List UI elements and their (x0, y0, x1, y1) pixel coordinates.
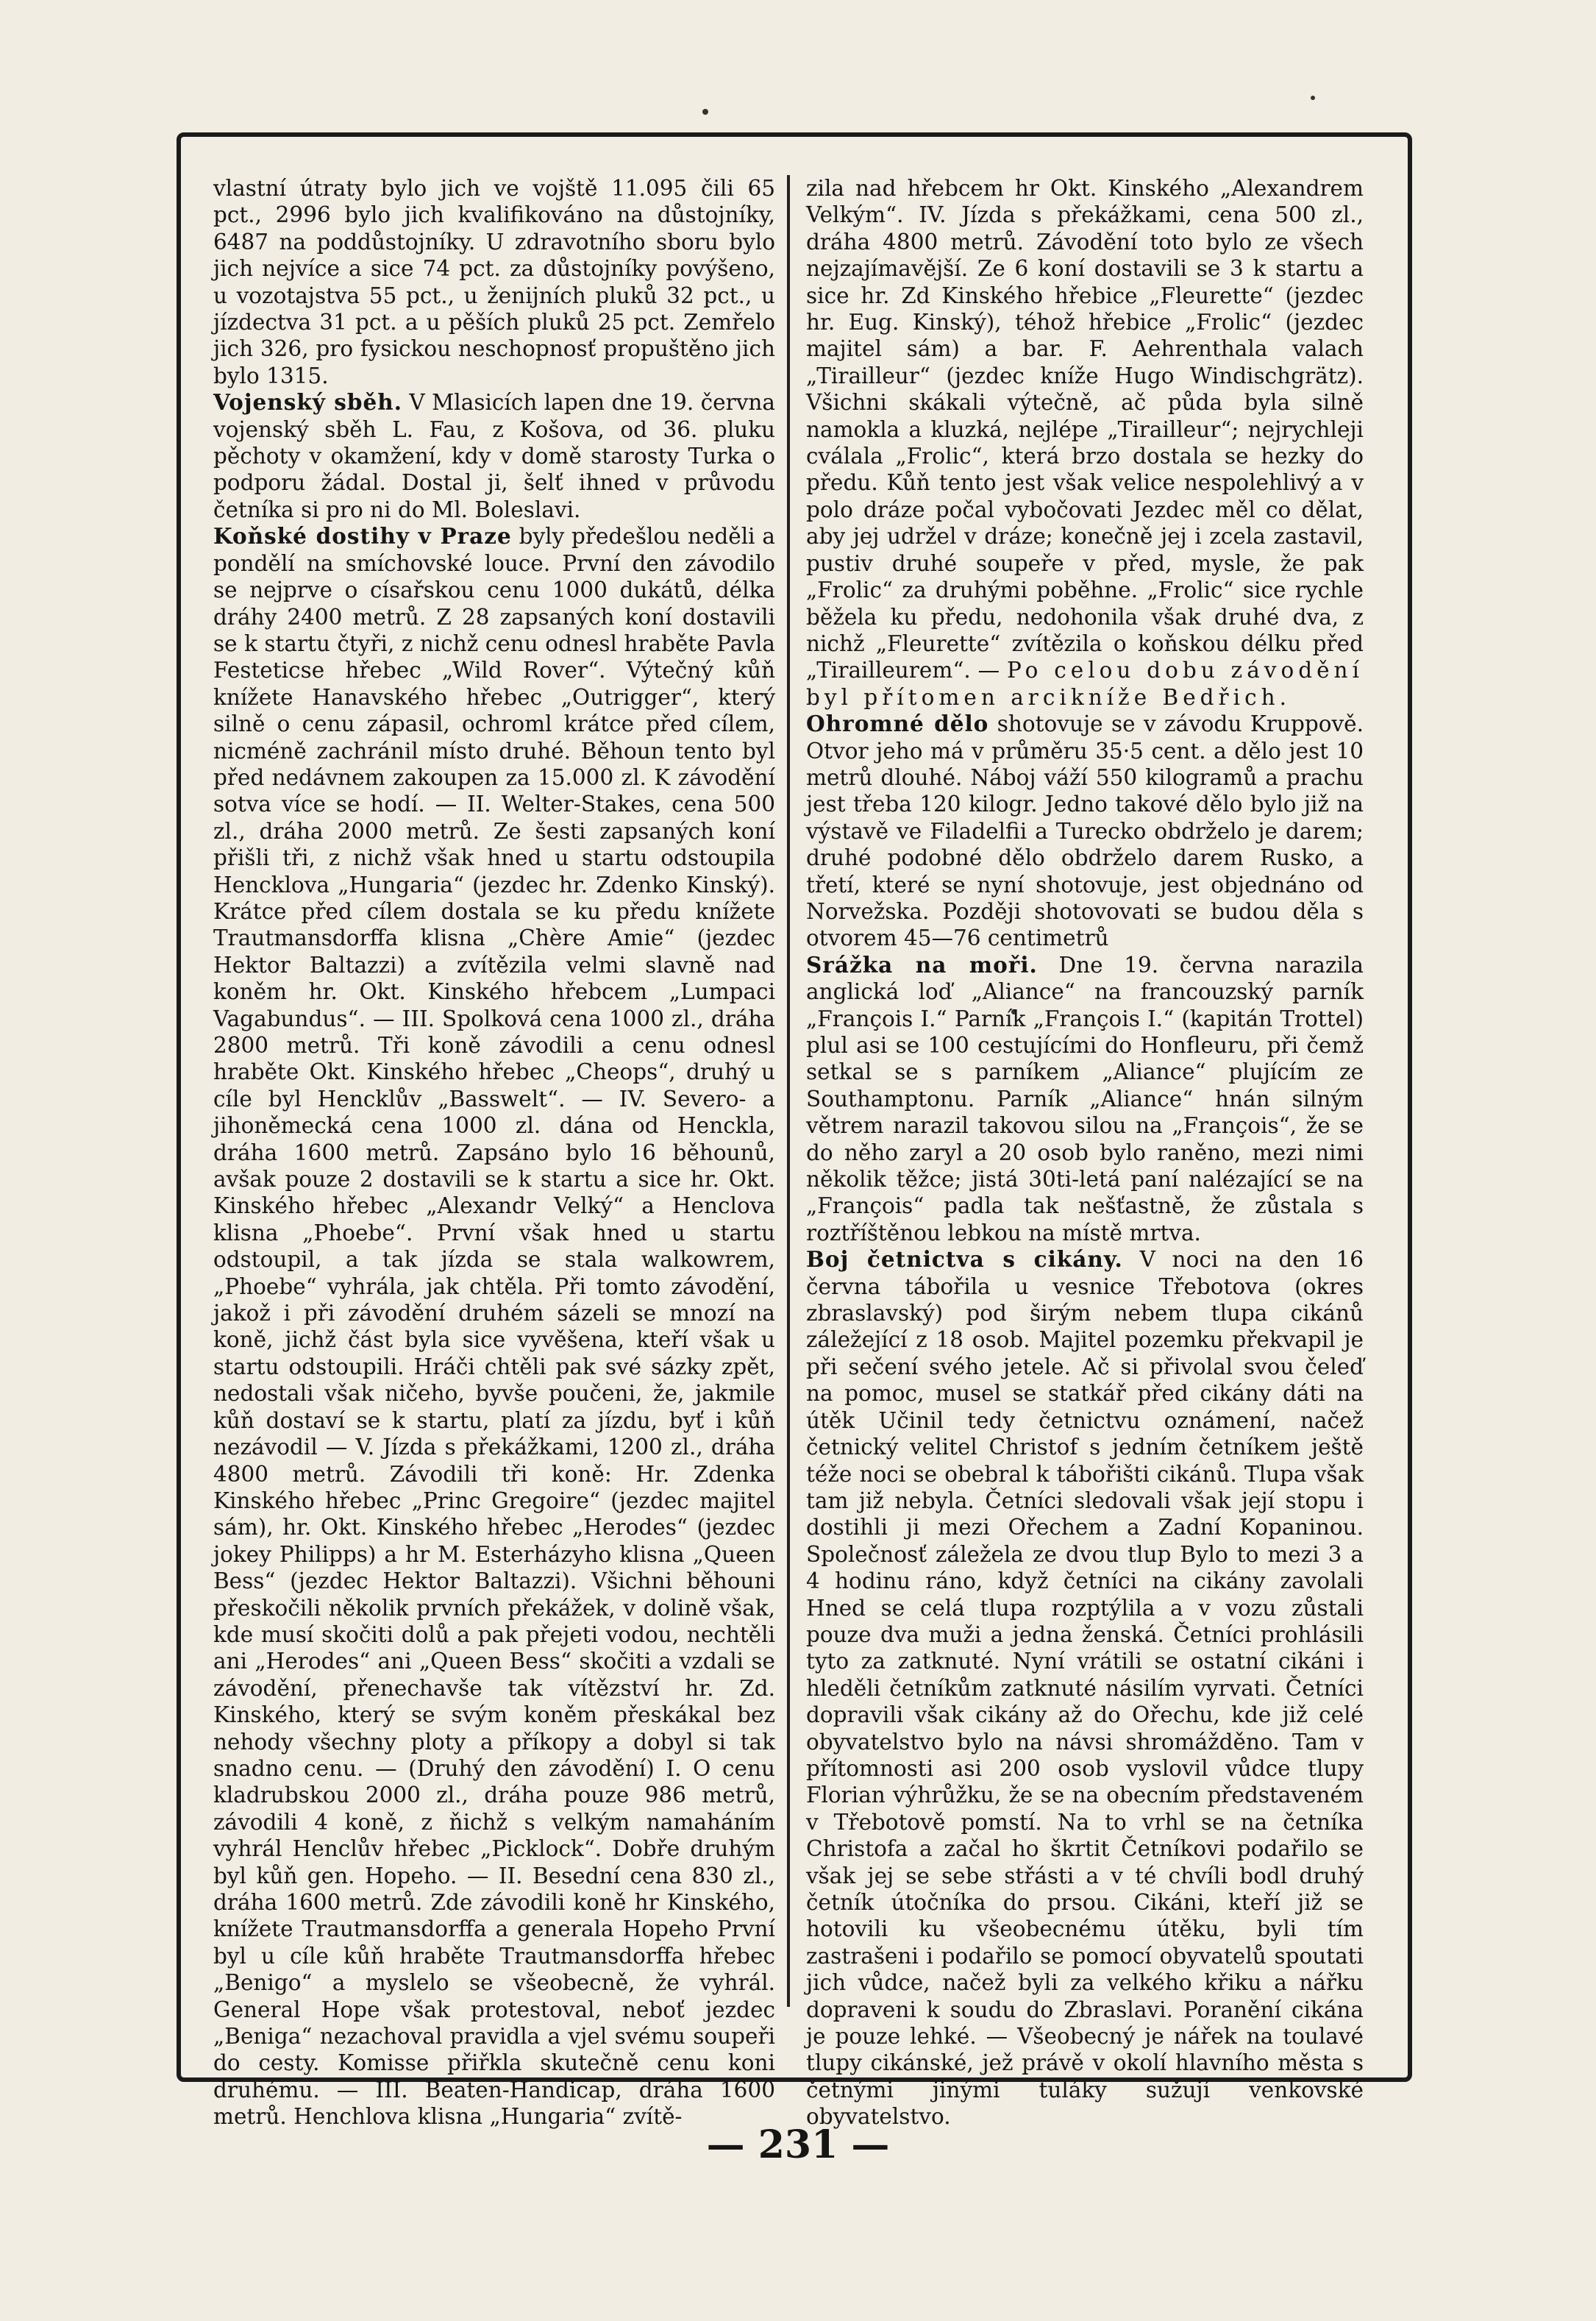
spaced-emphasis: Po celou dobu závodění byl přítomen arcikníže Bedřich. (806, 658, 1364, 710)
body-text: V Mlasicích lapen dne 19. června vojenský sběh L. Fau, z Košova, od 36. pluku pěchoty v okamžení, kdy v domě starosty Turka o podporu žádal. Dostal ji, šelť ihned v průvodu četníka si pro ni do Ml. Boleslavi. (213, 390, 775, 522)
body-text: shotovuje se v závodu Kruppově. Otvor jeho má v průměru 35·5 cent. a dělo jest 10 metrů dlouhé. Náboj váží 550 kilogramů a prachu jest třeba 120 kilogr. Jedno takové dělo bylo již na výstavě ve Filadelfii a Turecko obdrželo je darem; druhé podobné dělo obdrželo darem Rusko, a třetí, které se nyní shotovuje, jest objednáno od Norvežska. Později shotovovati se budou děla s otvorem 45—76 centimetrů (806, 711, 1364, 951)
right-column (790, 175, 1364, 2130)
headline-konske-dostihy: Koňské dostihy v Praze (213, 523, 512, 550)
continued-paragraph: vlastní útraty bylo jich ve vojště 11.095 čili 65 pct., 2996 bylo jich kvalifikováno na důstojníky, 6487 na poddůstojníky. U zdravotního sboru bylo jich nejvíce a sice 74 pct. za důstojníky povýšeno, u vozotajstva 55 pct., u ženijních pluků 32 pct., u jízdectva 31 pct. a u pěších pluků 25 pct. Zemřelo jich 326, pro fysickou neschopnosť propuštěno jich bylo 1315. (213, 176, 775, 388)
body-text: Dne 19. června narazila anglická loď „Aliance“ na francouzský parník „François I.“ Parník „François I.“ (kapitán Trottel) plul asi se 100 cestujícími do Honfleuru, při čemž setkal se s parníkem „Aliance“ plujícím ze Southamptonu. Parník „Aliance“ hnán silným větrem narazil takovou silou na „François“, že se do něho zaryl a 20 osob bylo raněno, mezi nimi několik těžce; jistá 30ti-letá paní nalézající se na „François“ padla tak nešťastně, že zůstala s roztříštěnou lebkou na místě mrtva. (806, 952, 1364, 1245)
headline-srazka-na-mori: Srážka na moři. (806, 951, 1038, 978)
body-text: byly předešlou neděli a pondělí na smíchovské louce. První den závodilo se nejprve o císařskou cenu 1000 dukátů, délka dráhy 2400 metrů. Z 28 zapsaných koní dostavili se k startu čtyři, z nichž cenu odnesl hraběte Pavla Festeticse hřebec „Wild Rover“. Výtečný kůň knížete Hanavského hřebec „Outrigger“, který silně o cenu zápasil, ochroml krátce před cílem, nicméně zachránil místo druhé. Běhoun tento byl před nedávnem zakoupen za 15.000 zl. K závodění sotva více se hodí. — II. Welter-Stakes, cena 500 zl., dráha 2000 metrů. Ze šesti zapsaných koní přišli tři, z nichž však hned u startu odstoupila Hencklova „Hungaria“ (jezdec hr. Zdenko Kinský). Krátce před cílem dostala se ku předu knížete Trautmansdorffa klisna „Chère Amie“ (jezdec Hektor Baltazzi) a zvítězila velmi slavně nad koněm hr. Okt. Kinského hřebcem „Lumpaci Vagabundus“. — III. Spolková cena 1000 zl., dráha 2800 metrů. Tři koně závodili a cenu odnesl hraběte Okt. Kinského hřebec „Cheops“, druhý u cíle byl Hencklův „Basswelt“. — IV. Severo- a jihoněmecká cena 1000 zl. dána od Henckla, dráha 1600 metrů. Zapsáno bylo 16 běhounů, avšak pouze 2 dostavili se k startu a sice hr. Okt. Kinského hřebec „Alexandr Velký“ a Henclova klisna „Phoebe“. První však hned u startu odstoupil, a tak jízda se stala walkowrem, „Phoebe“ vyhrála, jak chtěla. Při tomto závodění, jakož i při závodění druhém sázeli se mnozí na koně, jichž část byla sice vyvěšena, kteří však u startu odstoupili. Hráči chtěli pak své sázky zpět, nedostali však ničeho, byvše poučeni, že, jakmile kůň dostaví se k startu, platí za jízdu, byť i kůň nezávodil — V. Jízda s překážkami, 1200 zl., dráha 4800 metrů. Závodili tři koně: Hr. Zdenka Kinského hřebec „Princ Gregoire“ (jezdec majitel sám), hr. Okt. Kinského hřebec „Herodes“ (jezdec jokey Philipps) a hr M. Esterházyho klisna „Queen Bess“ (jezdec Hektor Baltazzi). Všichni běhouni přeskočili několik prvních překážek, v dolině však, kde musí skočiti dolů a pak přejeti vodou, nechtěli ani „Herodes“ ani „Queen Bess“ skočiti a vzdali se závodění, přenechavše tak vítězství hr. Zd. Kinského, který se svým koněm přeskákal bez nehody všechny ploty a příkopy a dobyl si tak snadno cenu. — (Druhý den závodění) I. O cenu kladrubskou 2000 zl., dráha pouze 986 metrů, závodili 4 koně, z ňichž s velkým namaháním vyhrál Henclův hřebec „Picklock“. Dobře druhým byl kůň gen. Hopeho. — II. Besední cena 830 zl., dráha 1600 metrů. Zde závodili koně hr Kinského, knížete Trautmansdorffa a generala Hopeho První byl u cíle kůň hraběte Trautmansdorffa hřebec „Benigo“ a myslelo se všeobecně, že vyhrál. General Hope však protestoval, neboť jezdec „Beniga“ nezachoval pravidla a vjel svému soupeři do cesty. Komisse přiřkla skutečně cenu koni druhému. — III. Beaten-Handicap, dráha 1600 metrů. Henchlova klisna „Hungaria“ zvítě- (213, 524, 775, 2130)
left-column (213, 175, 787, 2130)
article-ohromne-delo (806, 711, 1364, 952)
article-srazka-na-mori (806, 952, 1364, 1246)
article-konske-dostihy (213, 523, 775, 2130)
continued-paragraph (806, 175, 1364, 711)
body-text: V noci na den 16 června tábořila u vesnice Třebotova (okres zbraslavský) pod širým nebem tlupa cikánů záležející z 18 osob. Majitel pozemku překvapil je při sečení svého jetele. Ač si přivolal svou čeleď na pomoc, musel se statkář před cikány dáti na útěk Učinil tedy četnictvu oznámení, načež četnický velitel Christof s jedním četníkem ještě téže noci se obebral k tábořišti cikánů. Tlupa však tam již nebyla. Četníci sledovali však její stopu i dostihli ji mezi Ořechem a Zadní Kopaninou. Společnosť záležela ze dvou tlup Bylo to mezi 3 a 4 hodinu ráno, když četníci na cikány zavolali Hned se celá tlupa rozptýlila a v vozu zůstali pouze dva muži a jedna ženská. Četníci prohlásili tyto za zatknuté. Nyní vrátili se ostatní cikáni i hleděli četníkům zatknuté násilím vyrvati. Četníci dopravili však cikány až do Ořechu, kde již celé obyvatelstvo bylo na návsi shromážděno. Tam v přítomnosti asi 200 osob vyslovil vůdce tlupy Florian výhrůžku, že se na obecním představeném v Třebotově pomstí. Na to vrhl se na četníka Christofa a začal ho škrtit Četníkovi podařilo se však jej se sebe střásti a v té chvíli bodl druhý četník útočníka do prsou. Cikáni, kteří již se hotovili ku všeobecnému útěku, byli tím zastrašeni i podařilo se pomocí obyvatelů spoutati jich vůdce, načež byli za velkého křiku a nářku dopraveni k soudu do Zbraslavi. Poranění cikána je pouze lehké. — Všeobecný je nářek na toulavé tlupy cikánské, jež právě v okolí hlavního města s četnými jinými tuláky sužují venkovské obyvatelstvo. (806, 1247, 1364, 2130)
headline-boj-cetnictva: Boj četnictva s cikány. (806, 1246, 1123, 1273)
article-vojensky-sbeh (213, 389, 775, 523)
print-speck (1311, 96, 1315, 100)
headline-vojensky-sbeh: Vojenský sběh. (213, 389, 402, 416)
print-speck (702, 109, 708, 115)
headline-ohromne-delo: Ohromné dělo (806, 711, 989, 737)
body-text: zila nad hřebcem hr Okt. Kinského „Alexandrem Velkým“. IV. Jízda s překážkami, cena 500 zl., dráha 4800 metrů. Závodění toto bylo ze všech nejzajímavější. Ze 6 koní dostavili se 3 k startu a sice hr. Zd Kinského hřebice „Fleurette“ (jezdec hr. Eug. Kinský), téhož hřebice „Frolic“ (jezdec majitel sám) a bar. F. Aehrenthala valach „Tirailleur“ (jezdec knížе Hugo Windischgrätz). Všichni skákali výtečně, ač půda byla silně namokla a kluzká, nejlépe „Tirailleur“; nejrychleji cválala „Frolic“, která brzo dostala se hezky do předu. Kůň tento jest však velice nespolehlivý a v polo dráze počal vybočovati Jezdec měl co dělat, aby jej udržel v dráze; konečně jej i zcela zastavil, pustiv druhé soupeře v před, mysle, že pak „Frolic“ za druhými poběhne. „Frolic“ sice rychle běžela ku předu, nedohonila však druhé dva, z nichž „Fleurette“ zvítězila o koňskou délku před „Tirailleurem“. — (806, 176, 1364, 683)
page-number: — 231 — (706, 2122, 890, 2167)
article-boj-cetnictva (806, 1246, 1364, 2130)
article-columns (213, 175, 1390, 2130)
